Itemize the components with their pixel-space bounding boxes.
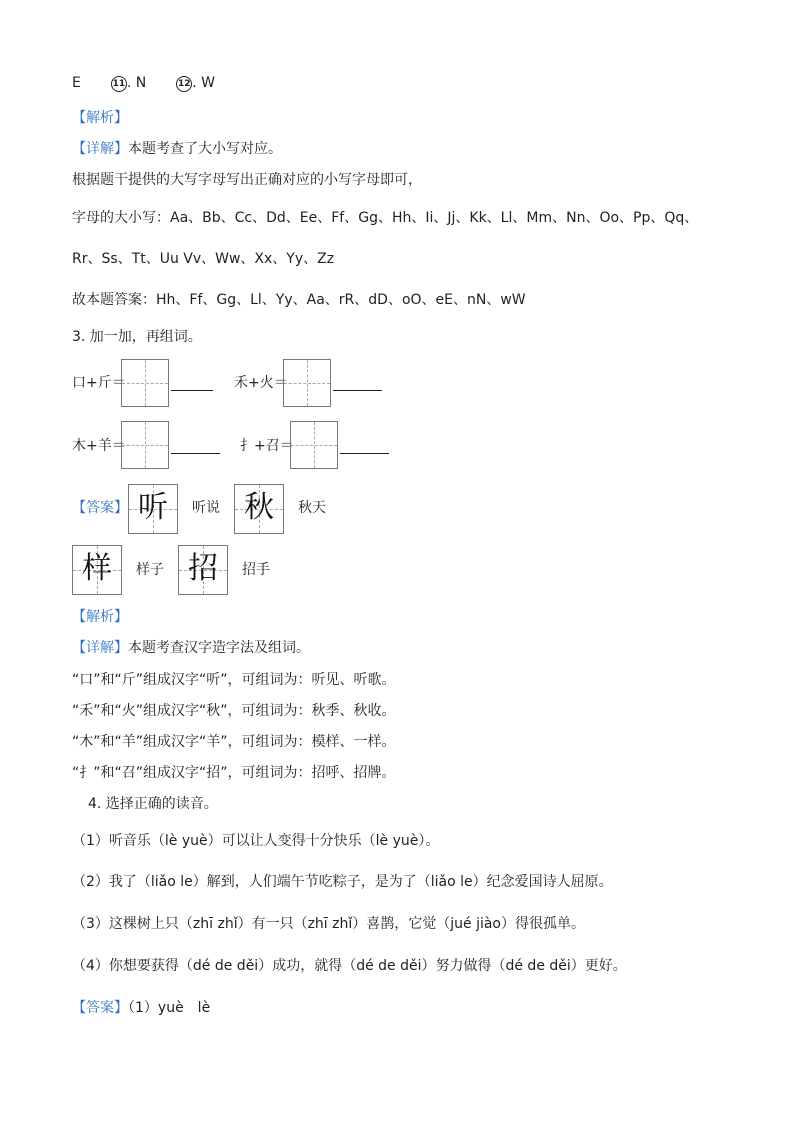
alphabet-line-1: 字母的大小写：Aa、Bb、Cc、Dd、Ee、Ff、Gg、Hh、Ii、Jj、Kk、Ll、Mm、Nn、Oo、Pp、Qq、 [72,210,699,226]
answer-summary: 故本题答案：Hh、Ff、Gg、Ll、Yy、Aa、rR、dD、oO、eE、nN、wW [72,292,526,308]
q3-word-blank-1[interactable] [171,390,213,391]
q3-word-blank-2[interactable] [333,390,382,391]
detail-1 [72,139,282,159]
answer-word-tingshuo: 听说 [192,500,220,516]
answer-word-qiutian: 秋天 [298,500,326,516]
answer-word-zhaoshou: 招手 [242,562,270,578]
q4-line-1: （1）听音乐（lè yuè）可以让人变得十分快乐（lè yuè）。 [72,833,440,849]
answer-char-ting: 听 [138,490,168,525]
answer-grid-ting [128,484,178,534]
q4-line-3: （3）这棵树上只（zhī zhǐ）有一只（zhī zhǐ）喜鹊，它觉（jué jiào）得很孤单。 [72,916,586,932]
question-4-title: 4. 选择正确的读音。 [88,796,218,812]
q3-blank-grid-4[interactable] [290,421,338,469]
explain-1: 根据题干提供的大写字母写出正确对应的小写字母即可， [72,172,422,188]
detail-2-line-1: “口”和“斤”组成汉字“听”，可组词为：听见、听歌。 [72,672,396,688]
detail-2-line-3: “木”和“羊”组成汉字“羊”，可组词为：模样、一样。 [72,734,396,750]
alphabet-line-2: Rr、Ss、Tt、Uu Vv、Ww、Xx、Yy、Zz [72,251,335,267]
q4-line-2: （2）我了（liǎo le）解到，人们端午节吃粽子，是为了（liǎo le）纪念爱国诗人屈原。 [72,874,613,890]
detail-2-line-4: “扌”和“召”组成汉字“招”，可组词为：招呼、招牌。 [72,765,396,781]
answer-n: . N [126,75,147,91]
analysis-tag-2: 【解析】 [72,609,128,625]
q3-item-2: 禾+火＝ [234,375,288,391]
detail-2 [72,638,310,658]
answer-e: E [72,75,81,91]
q3-item-3: 木+羊＝ [72,438,126,454]
answer-4 [72,998,210,1018]
q3-blank-grid-2[interactable] [283,359,331,407]
answer-word-yangzi: 样子 [136,562,164,578]
answer-char-yang: 样 [82,551,112,586]
answer-grid-yang [72,545,122,595]
detail-2-line-2: “禾”和“火”组成汉字“秋”，可组词为：秋季、秋收。 [72,703,396,719]
detail-tag: 【详解】 [72,141,128,157]
analysis-tag: 【解析】 [72,110,128,126]
q3-item-1: 口+斤＝ [72,375,126,391]
answer-3-tag: 【答案】 [72,500,128,516]
q3-word-blank-3[interactable] [171,453,220,454]
answer-char-zhao: 招 [188,551,218,586]
top-answer-line [72,73,215,93]
q3-blank-grid-3[interactable] [121,421,169,469]
detail-2-tag: 【详解】 [72,640,128,656]
circled-number-11: 11 [111,76,127,92]
answer-grid-zhao [178,545,228,595]
q3-word-blank-4[interactable] [340,453,389,454]
q4-line-4: （4）你想要获得（dé de děi）成功，就得（dé de děi）努力做得（dé de děi）更好。 [72,958,627,974]
answer-4-tag: 【答案】 [72,1000,128,1016]
detail-text: 本题考查了大小写对应。 [128,141,282,157]
detail-2-text: 本题考查汉字造字法及组词。 [128,640,310,656]
q3-item-4: 扌+召＝ [240,438,294,454]
answer-4-text: （1）yuè lè [128,1000,211,1016]
answer-w: . W [192,75,215,91]
question-3-title: 3. 加一加，再组词。 [72,329,202,345]
circled-number-12: 12 [176,76,192,92]
q3-blank-grid-1[interactable] [121,359,169,407]
answer-grid-qiu [234,484,284,534]
answer-char-qiu: 秋 [244,490,274,525]
